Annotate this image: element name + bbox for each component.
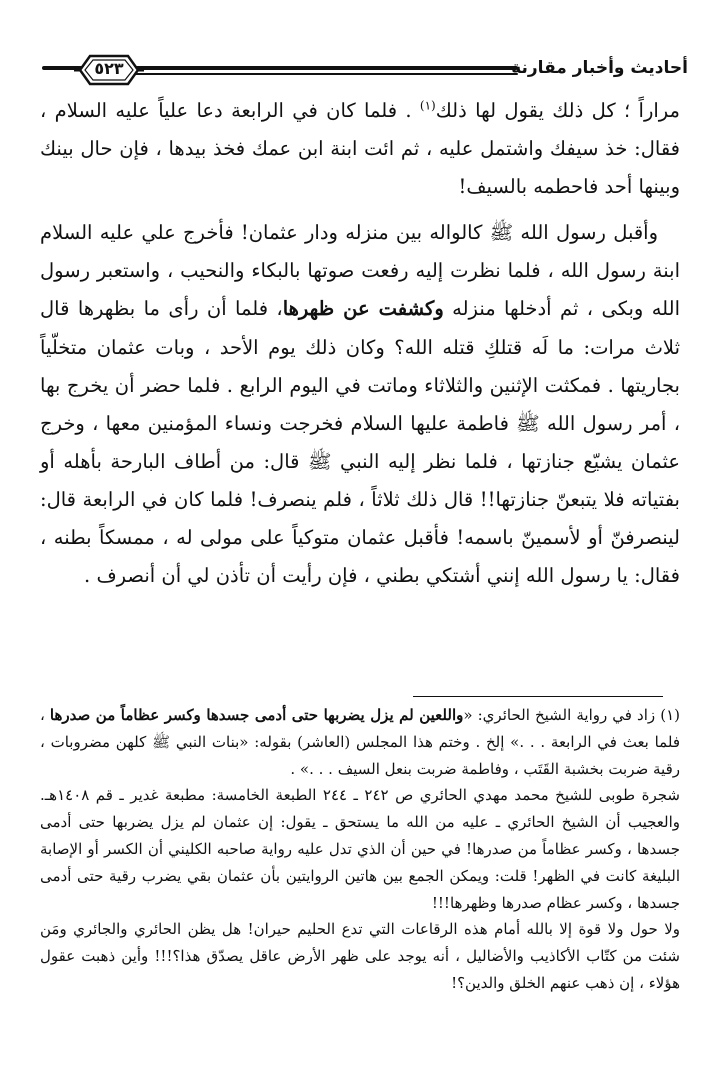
emphasized-text: وكشفت عن ظهرها bbox=[282, 297, 444, 321]
footnote-comment: ولا حول ولا قوة إلا بالله أمام هذه الرقاعات التي تدع الحليم حيران! هل يظن الحائري والجائري ومَن شئت من كتّاب الأكاذيب والأضاليل ، أنه يوجد على ظهر الأرض عاقل يصدّق هذا؟!!! وأين ذهبت عقول هؤلاء ، إن ذهب عنهم الخلق والدين؟! bbox=[40, 920, 680, 992]
paragraph-text: وأقبل رسول الله ﷺ كالواله بين منزله ودار عثمان! فأخرج علي عليه السلام ابنة رسول الله ، فلما نظرت إليه رفعت صوتها بالبكاء والنحيب ، واستعبر رسول الله وبكى ، ثم أدخلها منزله bbox=[40, 221, 680, 321]
paragraph-2 bbox=[40, 214, 680, 595]
footnote-1 bbox=[40, 702, 680, 782]
paragraph-text: مراراً ؛ كل ذلك يقول لها ذلك bbox=[435, 99, 681, 122]
footnote-emphasis: واللعين لم يزل يضربها حتى أدمى جسدها وكسر عظاماً من صدرها bbox=[49, 706, 464, 724]
footnote-separator bbox=[413, 696, 663, 697]
paragraph-1 bbox=[40, 92, 680, 206]
running-title: أحاديث وأخبار مقارنة bbox=[511, 58, 688, 78]
footnote-ref: (١) bbox=[419, 98, 436, 113]
page-header bbox=[32, 52, 688, 92]
paragraph-text: ، فلما أن رأى ما بظهرها قال ثلاث مرات: ما لَه قتلكِ قتله الله؟ وكان ذلك يوم الأحد ، وبات عثمان متخلّياً بجاريتها . فمكثت الإثنين والثلاثاء وماتت في اليوم الرابع . فلما حضر أن يخرج بها ، أمر رسول الله ﷺ فاطمة عليها السلام فخرجت ونساء المؤمنين معها ، وخرج عثمان يشيّع جنازتها ، فلما نظر إليه النبي ﷺ قال: من أطاف البارحة بأهله أو بفتياته فلا يتبعنّ جنازتها!! قال ذلك ثلاثاً ، فلم ينصرف! فلما كان في الرابعة قال: لينصرفنّ أو لأسمينّ باسمه! فأقبل عثمان متوكياً على مولى له ، ممسكاً بطنه ، فقال: يا رسول الله إنني أشتكي بطني ، فإن رأيت أن تأذن لي أن أنصرف . bbox=[40, 297, 680, 588]
page-number-ornament bbox=[74, 52, 144, 88]
header-rule-thin bbox=[112, 73, 518, 75]
footnote-text: ، فلما بعث في الرابعة . . .» إلخ . وختم هذا المجلس (العاشر) بقوله: «بنات النبي ﷺ كلهن مضروبات ، رقية ضربت بخشبة القَتَب ، وفاطمة ضربت بنعل السيف . . .» . bbox=[40, 706, 680, 778]
main-text bbox=[40, 92, 680, 595]
footnote-source: شجرة طوبى للشيخ محمد مهدي الحائري ص ٢٤٢ ـ ٢٤٤ الطبعة الخامسة: مطبعة غدير ـ قم ١٤٠٨هـ. والعجيب أن الشيخ الحائري ـ عليه من الله ما يستحق ـ يقول: إن عثمان لم يزل يضربها حتى أدمى جسدها ، وكسر عظاماً من صدرها! في حين أن الذي تدل عليه رواية صاحبه الكليني أن الكسر أو الإصابة البليغة كانت في الظهر! قلت: ويمكن الجمع بين هاتين الروايتين بأن عثمان بقي يضرب رقية حتى أدمى جسدها ، وكسر عظام صدرها وظهرها!!! bbox=[40, 786, 680, 912]
paragraph-text: . فلما كان في الرابعة دعا علياً عليه السلام ، فقال: خذ سيفك واشتمل عليه ، ثم ائت ابنة ابن عمك فخذ بيدها ، فإن حال بينك وبينها أحد فاحطمه بالسيف! bbox=[40, 99, 680, 199]
footnote-text: (١) زاد في رواية الشيخ الحائري: « bbox=[463, 706, 681, 724]
page-number: ٥٢٣ bbox=[94, 59, 124, 78]
footnotes bbox=[40, 702, 680, 997]
